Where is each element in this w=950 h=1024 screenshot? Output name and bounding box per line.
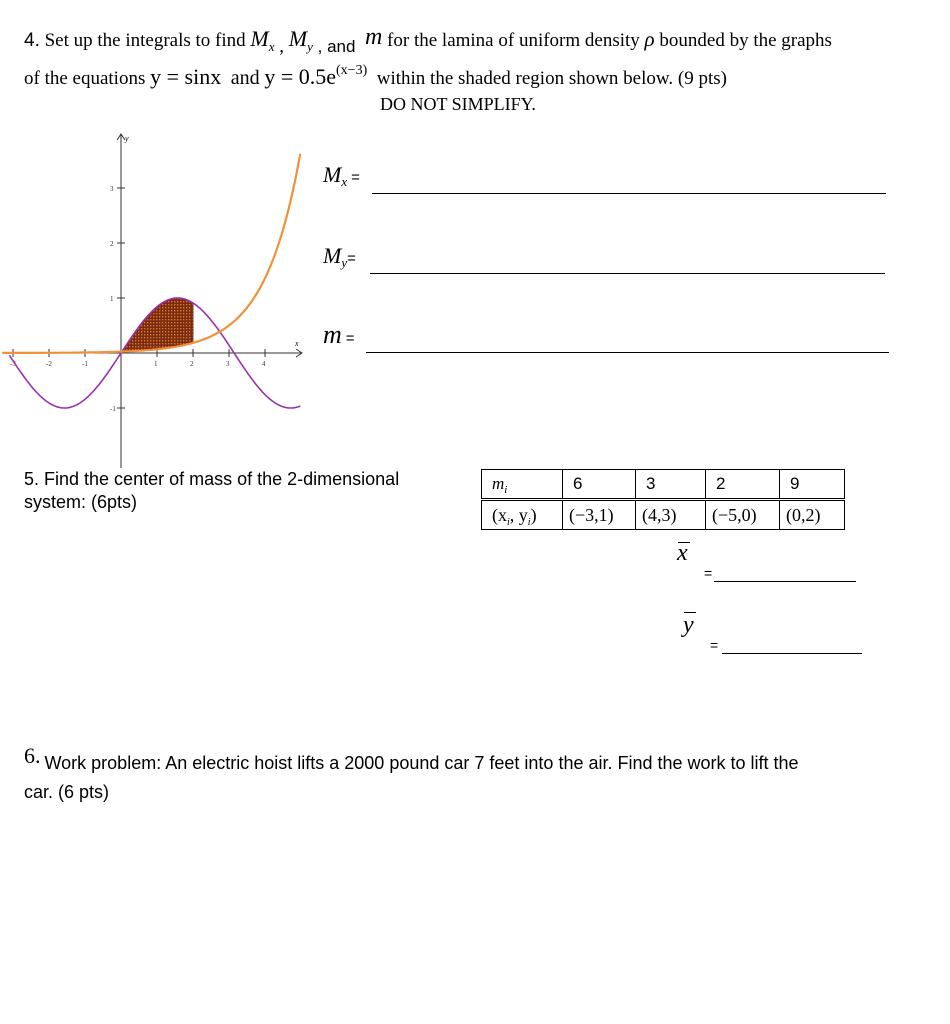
my-answer-equals: =	[347, 250, 356, 267]
q4-eq2-exp: (x−3)	[336, 63, 368, 78]
q4-eq1: y = sinx	[150, 64, 222, 89]
xbar-label	[677, 540, 688, 567]
point-cell: (−3,1)	[563, 500, 636, 530]
point-cell: (0,2)	[780, 500, 845, 530]
mass-table	[481, 469, 845, 530]
x-tick-label: 1	[154, 360, 158, 368]
mass-cell: 2	[706, 470, 780, 500]
m-answer-label	[323, 320, 355, 350]
q4-my-sub: y	[307, 39, 313, 54]
xbar-symbol: x	[677, 540, 688, 566]
y-tick-label: 2	[110, 240, 114, 248]
my-answer-symbol: M	[323, 243, 342, 268]
point-cell: (−5,0)	[706, 500, 780, 530]
mass-header: $m_i$	[482, 470, 563, 500]
xbar-equals: =	[704, 565, 713, 581]
mass-row	[482, 470, 845, 500]
q6-line1	[24, 743, 799, 775]
my-answer-label	[323, 243, 356, 269]
m-answer-blank[interactable]	[366, 352, 889, 353]
q4-points: (9 pts)	[677, 68, 727, 89]
mass-cell: 9	[780, 470, 845, 500]
point-row	[482, 500, 845, 530]
q4-text-mid: for the lamina of uniform density	[387, 30, 640, 51]
mx-answer-blank[interactable]	[372, 193, 886, 194]
ybar-label	[683, 612, 694, 639]
q4-instruction: DO NOT SIMPLIFY.	[380, 94, 536, 114]
y-axis-label: y	[125, 134, 129, 143]
q6-text-line1: Work problem: An electric hoist lifts a 2000 pound car 7 feet into the air. Find the work to lift the	[44, 753, 799, 773]
ybar-answer-blank[interactable]	[722, 653, 862, 654]
q4-eq2-base: y = 0.5e	[264, 64, 337, 89]
mx-answer-equals: =	[351, 169, 360, 186]
x-tick-label: -3	[10, 360, 16, 368]
x-tick-label: -1	[82, 360, 88, 368]
mass-cell: 6	[563, 470, 636, 500]
mx-answer-sub: x	[341, 174, 348, 189]
my-answer-sub: y	[341, 255, 348, 270]
q4-line2-after: within the shaded region shown below.	[376, 68, 674, 89]
xbar-answer-blank[interactable]	[714, 581, 856, 582]
q4-and: , and	[317, 37, 356, 56]
m-answer-equals: =	[345, 330, 355, 347]
y-tick-label: -1	[110, 405, 116, 413]
mx-answer-label	[323, 162, 360, 188]
q4-line2-before: of the equations	[24, 68, 146, 89]
q4-line2	[24, 64, 727, 90]
mx-answer-symbol: M	[323, 162, 342, 187]
ybar-symbol: y	[683, 612, 694, 638]
q4-rho: ρ	[644, 27, 655, 51]
q4-and2: and	[230, 67, 260, 89]
q6-number: 6.	[24, 743, 41, 768]
graph	[0, 130, 312, 470]
x-tick-label: 3	[226, 360, 230, 368]
y-tick-label: 3	[110, 185, 114, 193]
y-tick-label: 1	[110, 295, 114, 303]
q4-text-before: Set up the integrals to find	[44, 30, 246, 51]
ybar-equals: =	[710, 637, 719, 653]
point-cell: (4,3)	[636, 500, 706, 530]
q4-mx-symbol: M	[250, 26, 269, 51]
x-tick-label: -2	[46, 360, 52, 368]
point-header: ($x_i$, $y_i$)	[482, 500, 563, 530]
q4-comma: ,	[279, 36, 285, 57]
q4-line1	[24, 24, 832, 57]
q4-text-after: bounded by the graphs	[659, 30, 832, 51]
x-tick-label: 4	[262, 360, 266, 368]
q5-text-line1: 5. Find the center of mass of the 2-dimensional	[24, 469, 400, 489]
x-tick-label: 2	[190, 360, 194, 368]
q4-mx-sub: x	[268, 39, 275, 54]
mass-cell: 3	[636, 470, 706, 500]
q4-number: 4.	[24, 30, 40, 51]
m-answer-symbol: m	[323, 320, 342, 349]
q4-m-symbol: m	[364, 24, 383, 50]
my-answer-blank[interactable]	[370, 273, 885, 274]
x-axis-label: x	[295, 339, 299, 348]
q4-my-symbol: M	[288, 26, 308, 51]
q6-text-line2: car. (6 pts)	[24, 782, 110, 802]
q5-text-line2: system: (6pts)	[24, 492, 138, 512]
